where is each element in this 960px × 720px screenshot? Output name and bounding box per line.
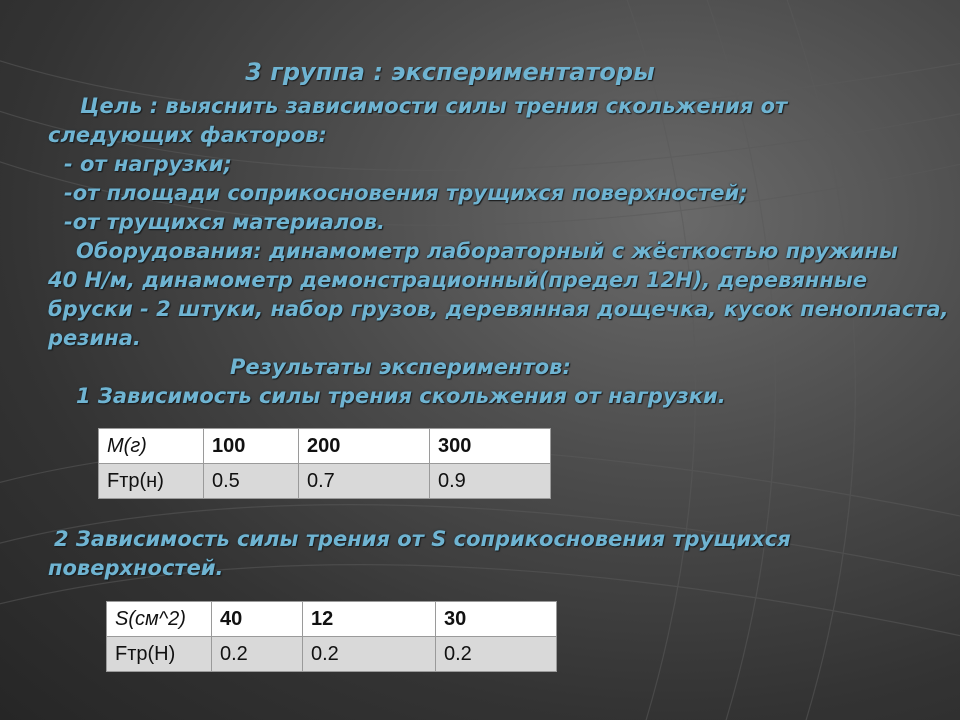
equipment-line-1: Оборудования: динамометр лабораторный с жёсткостью пружины: [76, 239, 898, 263]
factor-load: - от нагрузки;: [64, 152, 232, 176]
table-cell: 30: [436, 602, 557, 637]
table-cell: 0.5: [204, 464, 299, 499]
table-cell: 300: [430, 429, 551, 464]
table-area: [106, 601, 557, 672]
slide-title: 3 группа : экспериментаторы: [245, 58, 655, 86]
equipment-line-2: 40 Н/м, динамометр демонстрационный(предел 12Н), деревянные: [48, 268, 868, 292]
goal-line: Цель : выяснить зависимости силы трения скольжения от: [80, 94, 788, 118]
table-cell: 12: [303, 602, 436, 637]
table-cell: 100: [204, 429, 299, 464]
factor-area: -от площади соприкосновения трущихся поверхностей;: [64, 181, 748, 205]
table-cell: 0.2: [303, 637, 436, 672]
table-row: [99, 464, 551, 499]
table-cell: 0.2: [212, 637, 303, 672]
factor-materials: -от трущихся материалов.: [64, 210, 385, 234]
table-cell: 200: [299, 429, 430, 464]
experiment-2-heading: 2 Зависимость силы трения от S соприкосновения трущихся: [54, 527, 791, 551]
table-cell: S(см^2): [107, 602, 212, 637]
table-cell: 0.7: [299, 464, 430, 499]
table-cell: M(г): [99, 429, 204, 464]
table-header-row: [107, 602, 557, 637]
experiment-1-heading: 1 Зависимость силы трения скольжения от нагрузки.: [76, 384, 726, 408]
equipment-line-4: резина.: [48, 326, 141, 350]
experiment-2-heading-2: поверхностей.: [48, 556, 224, 580]
table-cell: Fтр(н): [99, 464, 204, 499]
table-load: [98, 428, 551, 499]
equipment-line-3: бруски - 2 штуки, набор грузов, деревянная дощечка, кусок пенопласта,: [48, 297, 949, 321]
goal-line-2: следующих факторов:: [48, 123, 327, 147]
table-cell: 0.2: [436, 637, 557, 672]
results-heading: Результаты экспериментов:: [230, 355, 571, 379]
table-row: [107, 637, 557, 672]
table-cell: Fтр(Н): [107, 637, 212, 672]
table-header-row: [99, 429, 551, 464]
table-cell: 40: [212, 602, 303, 637]
table-cell: 0.9: [430, 464, 551, 499]
